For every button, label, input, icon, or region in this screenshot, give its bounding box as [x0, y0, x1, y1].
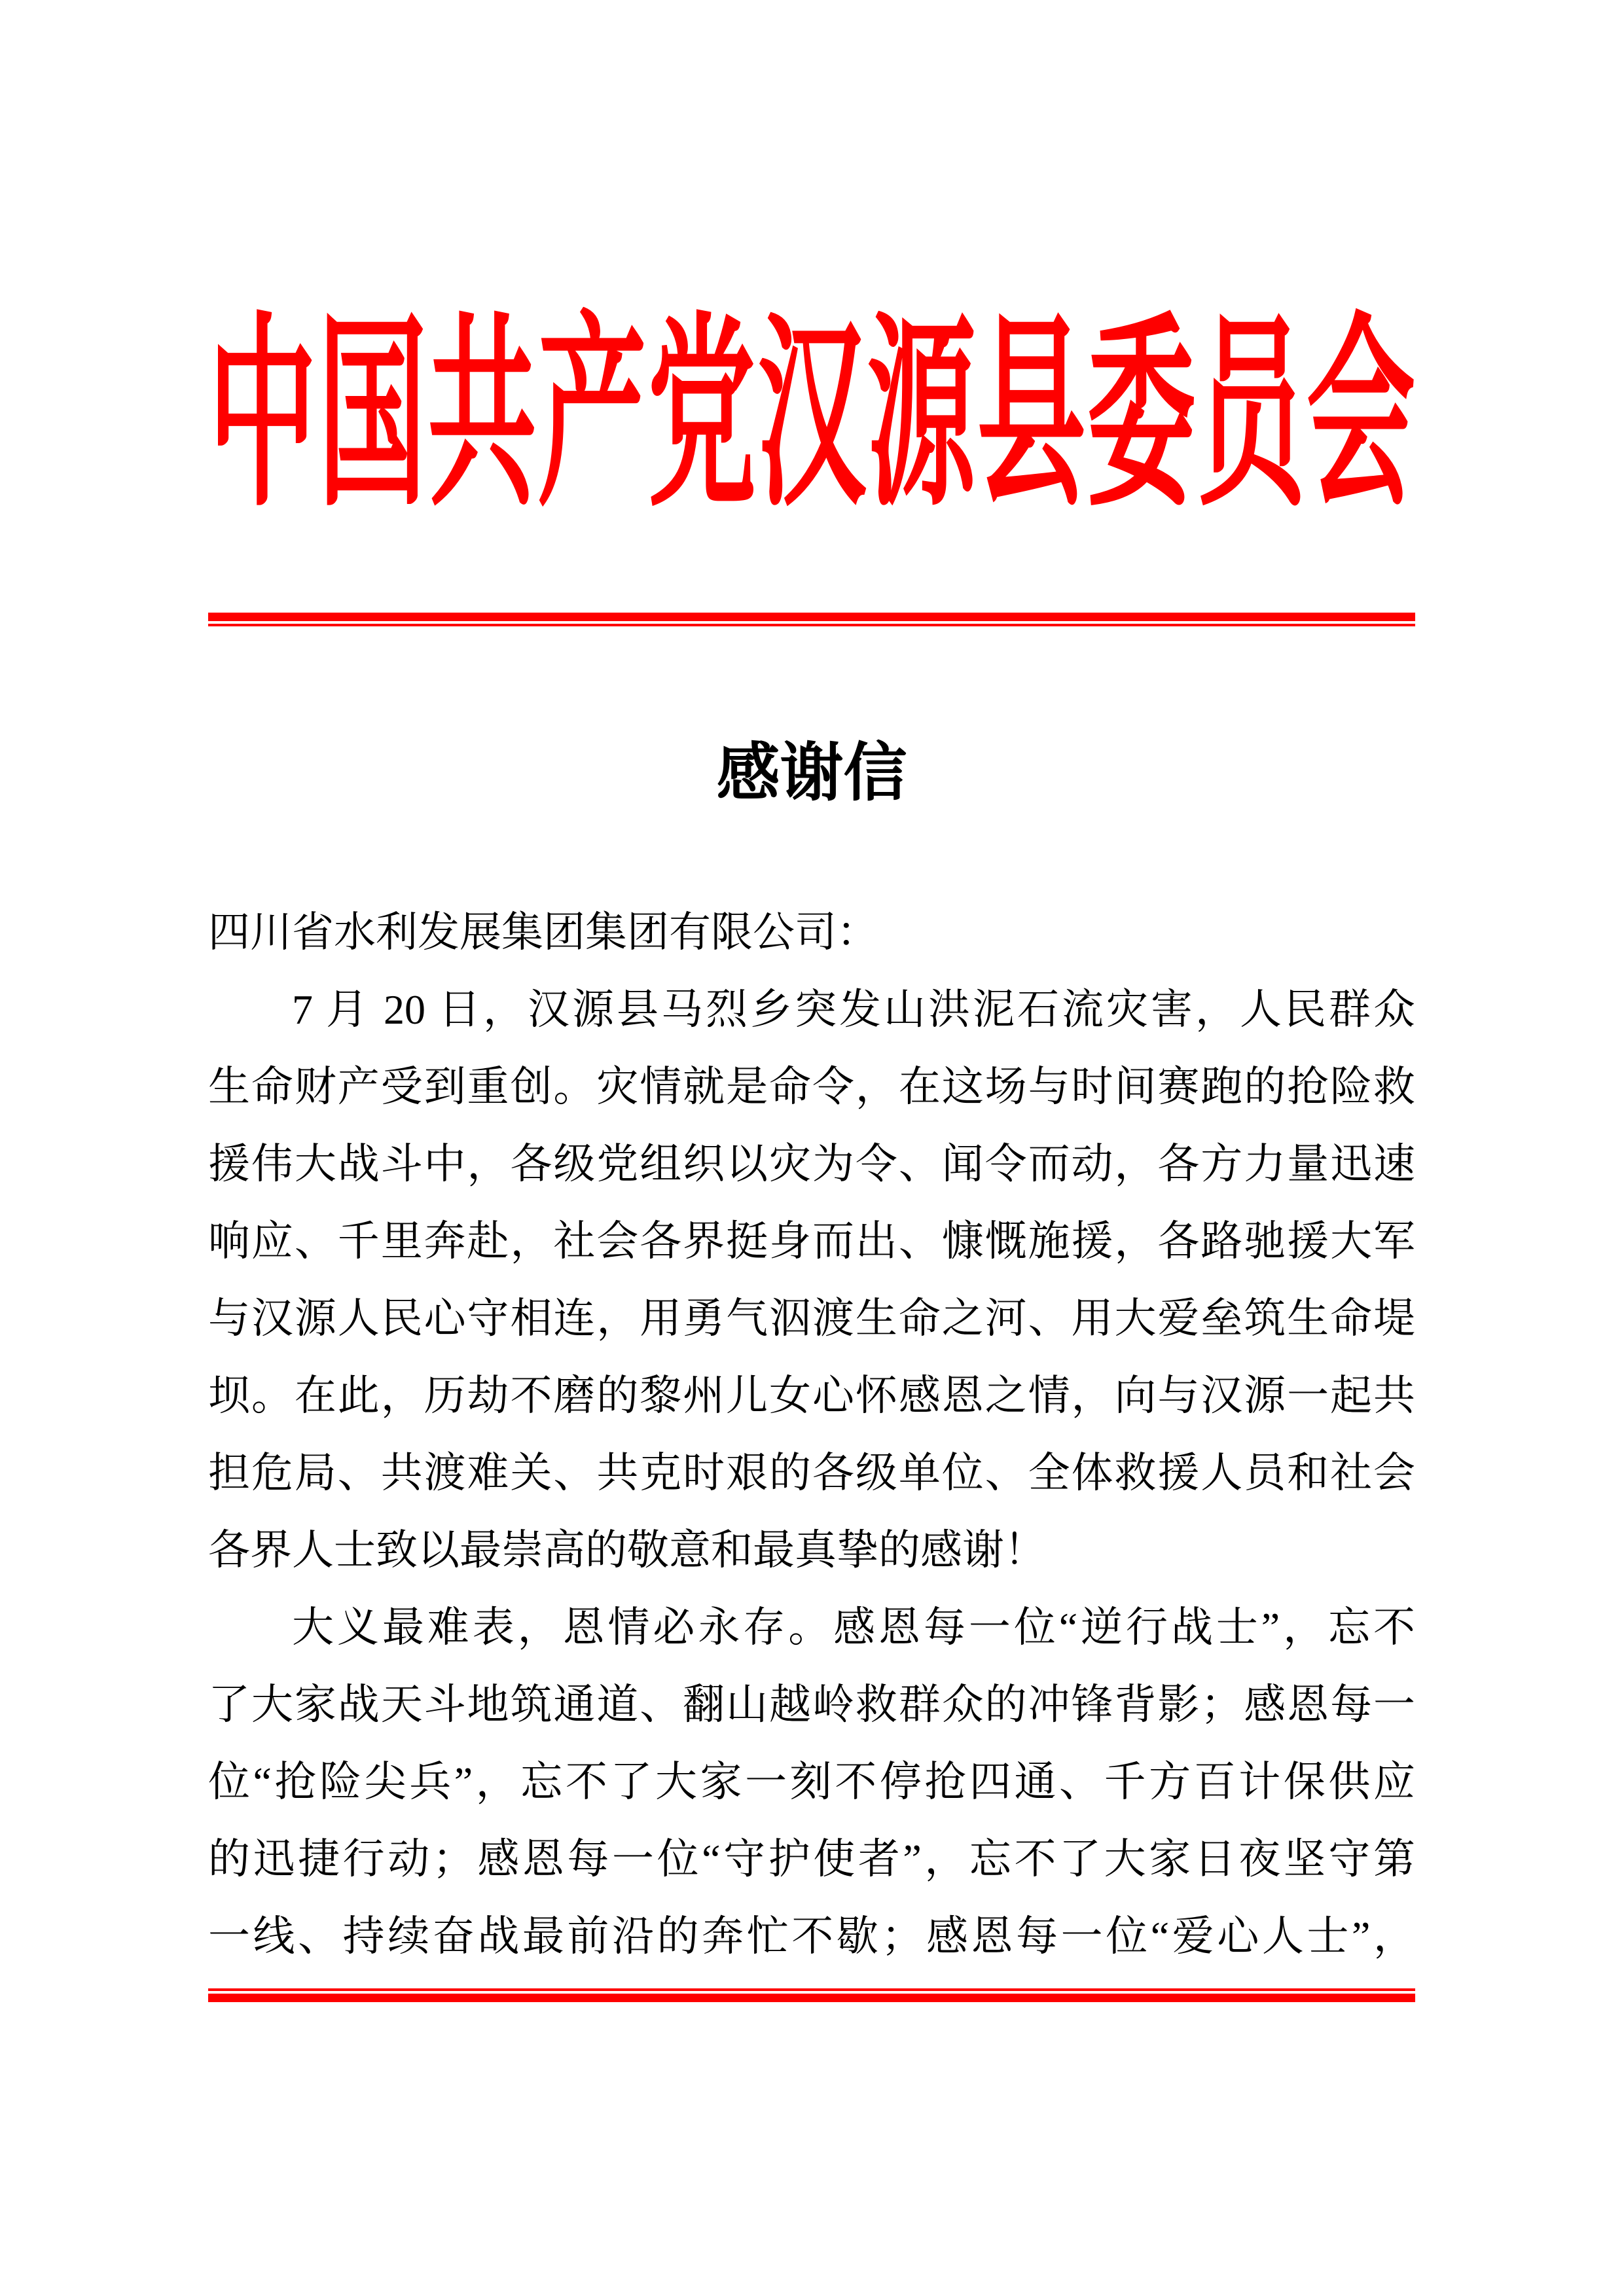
- org-title-char: 县: [977, 301, 1086, 531]
- org-title-char: 委: [1087, 301, 1196, 531]
- body-line: 一线、持续奋战最前沿的奔忙不歇；感恩每一位“爱心人士”，: [208, 1913, 1415, 1960]
- org-title-char: 共: [427, 301, 537, 531]
- header-rule-thin: [208, 624, 1415, 626]
- org-title-char: 产: [537, 301, 647, 531]
- body-line: 7 月 20 日，汉源县马烈乡突发山洪泥石流灾害，人民群众: [292, 986, 1415, 1033]
- org-title-char: 会: [1306, 301, 1415, 531]
- body-line: 大义最难表，恩情必永存。感恩每一位“逆行战士”，忘不: [292, 1604, 1415, 1651]
- org-title-char: 党: [647, 301, 757, 531]
- header-rule-thick: [208, 613, 1415, 621]
- letterhead-org-title: [208, 301, 1415, 531]
- body-line: 援伟大战斗中，各级党组织以灾为令、闻令而动，各方力量迅速: [208, 1141, 1415, 1187]
- org-title-char: 中: [208, 301, 317, 531]
- footer-rule-thin: [208, 1988, 1415, 1991]
- body-line: 四川省水利发展集团集团有限公司：: [208, 909, 878, 956]
- footer-rule-thick: [208, 1994, 1415, 2002]
- letter-body: [208, 894, 1415, 1975]
- org-title-char: 员: [1197, 301, 1306, 531]
- org-title-char: 源: [867, 301, 976, 531]
- letterhead-org-title-text: [208, 301, 1415, 531]
- body-line: 与汉源人民心守相连，用勇气泅渡生命之河、用大爱垒筑生命堤: [208, 1295, 1415, 1342]
- letter-title: 感谢信: [716, 738, 907, 808]
- body-line: 坝。在此，历劫不磨的黎州儿女心怀感恩之情，向与汉源一起共: [208, 1372, 1415, 1419]
- body-line: 位“抢险尖兵”，忘不了大家一刻不停抢四通、千方百计保供应: [208, 1759, 1415, 1805]
- org-title-char: 汉: [757, 301, 866, 531]
- body-line: 的迅捷行动；感恩每一位“守护使者”，忘不了大家日夜坚守第: [208, 1836, 1415, 1882]
- org-title-char: 国: [317, 301, 427, 531]
- body-line: 担危局、共渡难关、共克时艰的各级单位、全体救援人员和社会: [208, 1450, 1415, 1496]
- body-line: 各界人士致以最崇高的敬意和最真挚的感谢！: [208, 1527, 1046, 1573]
- body-line: 生命财产受到重创。灾情就是命令，在这场与时间赛跑的抢险救: [208, 1064, 1415, 1110]
- body-line: 响应、千里奔赴，社会各界挺身而出、慷慨施援，各路驰援大军: [208, 1218, 1415, 1265]
- body-line: 了大家战天斗地筑通道、翻山越岭救群众的冲锋背影；感恩每一: [208, 1681, 1415, 1728]
